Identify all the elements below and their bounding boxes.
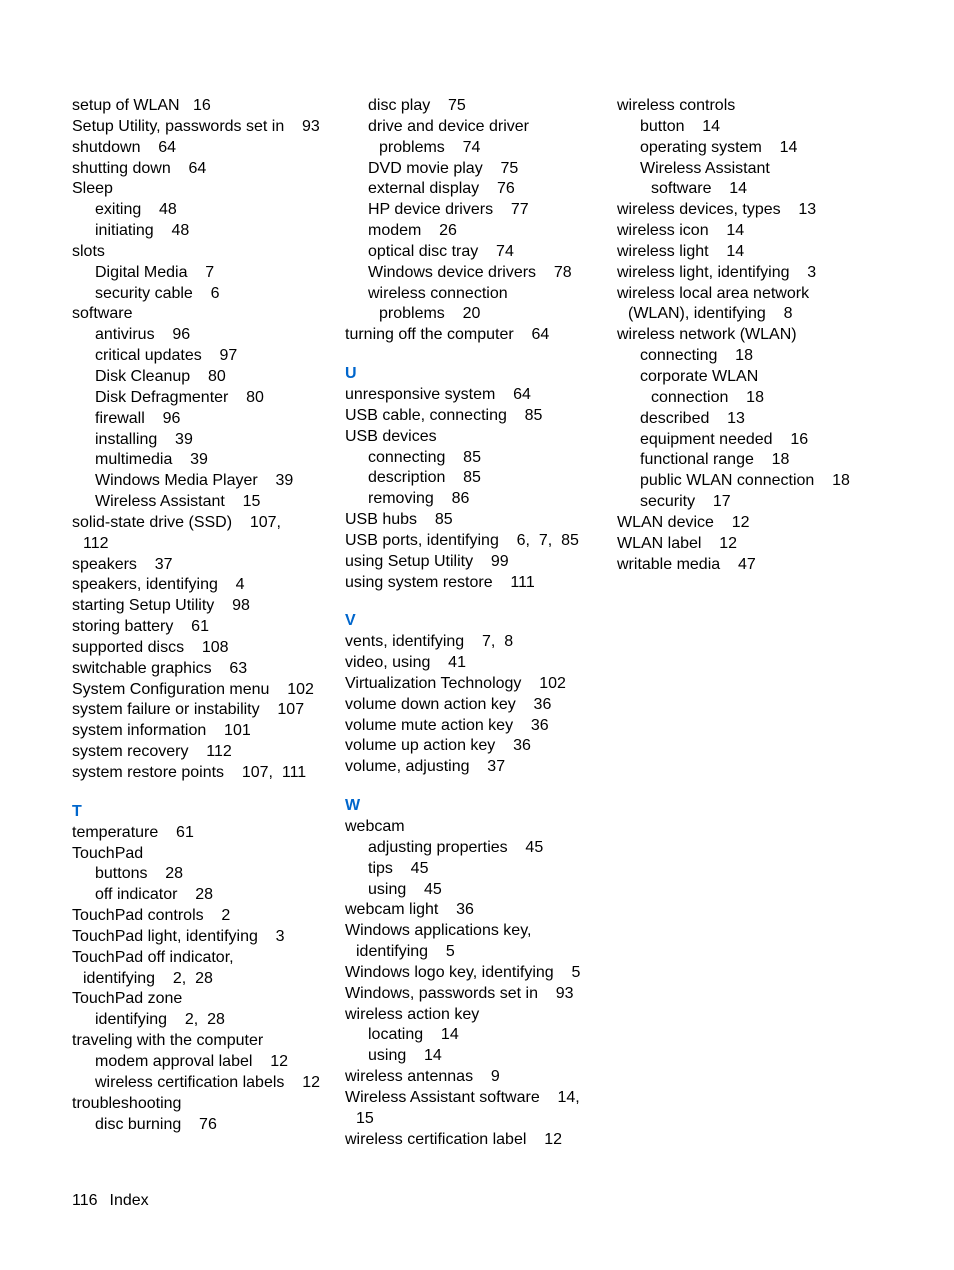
index-subentry: wireless certification labels 12 <box>95 1073 320 1091</box>
index-entry: wireless certification label 12 <box>345 1130 562 1148</box>
index-entry: supported discs 108 <box>72 638 229 656</box>
index-subentry: identifying 2, 28 <box>83 969 213 987</box>
index-letter-heading: U <box>345 365 357 383</box>
index-letter-heading: V <box>345 612 356 630</box>
index-entry: storing battery 61 <box>72 618 209 636</box>
index-entry: wireless network (WLAN) <box>617 326 797 344</box>
index-entry: shutdown 64 <box>72 138 177 156</box>
index-subentry: modem 26 <box>368 222 457 240</box>
index-subentry: adjusting properties 45 <box>368 838 544 856</box>
index-subentry: initiating 48 <box>95 222 190 240</box>
index-column-1 <box>72 96 320 1135</box>
index-subentry: problems 74 <box>379 138 481 156</box>
index-entry: using Setup Utility 99 <box>345 552 509 570</box>
index-entry: TouchPad light, identifying 3 <box>72 927 285 945</box>
index-subentry: Digital Media 7 <box>95 263 215 281</box>
index-subentry: described 13 <box>640 409 745 427</box>
index-subentry: off indicator 28 <box>95 886 213 904</box>
index-entry: volume down action key 36 <box>345 695 552 713</box>
index-subentry: removing 86 <box>368 490 470 508</box>
index-entry: volume mute action key 36 <box>345 716 549 734</box>
index-entry: speakers 37 <box>72 555 173 573</box>
index-entry: TouchPad <box>72 844 144 862</box>
index-entry: unresponsive system 64 <box>345 385 531 403</box>
index-subentry: using 14 <box>368 1047 442 1065</box>
index-entry: Sleep <box>72 180 113 198</box>
index-subentry: Disk Cleanup 80 <box>95 367 226 385</box>
index-entry: USB ports, identifying 6, 7, 85 <box>345 531 579 549</box>
index-entry: USB cable, connecting 85 <box>345 406 543 424</box>
index-letter-heading: W <box>345 797 361 815</box>
page-footer <box>72 1192 149 1210</box>
index-entry: USB hubs 85 <box>345 511 453 529</box>
index-entry: system restore points 107, 111 <box>72 764 307 781</box>
index-entry: software <box>72 305 133 323</box>
index-subentry: modem approval label 12 <box>95 1052 288 1070</box>
index-entry: Windows, passwords set in 93 <box>345 984 574 1002</box>
index-entry: Virtualization Technology 102 <box>345 674 566 692</box>
index-subentry: buttons 28 <box>95 865 184 883</box>
index-entry: volume, adjusting 37 <box>345 758 506 776</box>
index-entry: speakers, identifying 4 <box>72 576 245 594</box>
index-column-2 <box>345 96 580 1151</box>
index-entry: wireless local area network <box>617 284 810 302</box>
index-subentry: 15 <box>356 1109 374 1127</box>
page-number: 116 <box>72 1192 98 1209</box>
index-entry: troubleshooting <box>72 1094 182 1112</box>
index-subentry: public WLAN connection 18 <box>640 472 850 490</box>
index-column-3 <box>617 96 850 575</box>
index-entry: Windows logo key, identifying 5 <box>345 963 581 981</box>
index-subentry: drive and device driver <box>368 117 529 135</box>
index-subentry: HP device drivers 77 <box>368 201 529 219</box>
index-subentry: wireless connection <box>368 284 508 302</box>
index-entry: starting Setup Utility 98 <box>72 597 250 615</box>
index-subentry: (WLAN), identifying 8 <box>628 305 793 323</box>
index-subentry: operating system 14 <box>640 138 798 156</box>
index-subentry: 112 <box>83 534 109 552</box>
index-entry: Wireless Assistant software 14, <box>345 1088 580 1106</box>
index-entry: traveling with the computer <box>72 1032 264 1050</box>
footer-section-label: Index <box>109 1192 149 1209</box>
index-subentry: Windows device drivers 78 <box>368 263 572 281</box>
index-subentry: installing 39 <box>95 430 193 448</box>
index-subentry: DVD movie play 75 <box>368 159 519 177</box>
index-entry: setup of WLAN 16 <box>72 97 211 114</box>
index-entry: USB devices <box>345 427 437 445</box>
index-subentry: security cable 6 <box>95 284 220 302</box>
index-subentry: antivirus 96 <box>95 326 191 344</box>
index-subentry: problems 20 <box>379 305 481 323</box>
index-entry: wireless light, identifying 3 <box>617 263 817 281</box>
index-entry: system information 101 <box>72 722 251 740</box>
index-subentry: security 17 <box>640 493 731 511</box>
index-subentry: description 85 <box>368 469 481 487</box>
index-entry: wireless antennas 9 <box>345 1068 500 1086</box>
index-subentry: connecting 18 <box>640 347 753 365</box>
index-entry: system failure or instability 107 <box>72 701 305 719</box>
index-entry: wireless light 14 <box>617 242 745 260</box>
index-subentry: functional range 18 <box>640 451 790 469</box>
index-entry: video, using 41 <box>345 654 466 672</box>
index-subentry: using 45 <box>368 880 442 898</box>
index-entry: shutting down 64 <box>72 159 207 177</box>
index-entry: TouchPad zone <box>72 990 183 1008</box>
index-subentry: disc burning 76 <box>95 1115 217 1133</box>
index-entry: Windows applications key, <box>345 922 532 940</box>
index-subentry: external display 76 <box>368 180 515 198</box>
index-entry: turning off the computer 64 <box>345 326 550 344</box>
index-subentry: connecting 85 <box>368 448 481 466</box>
index-subentry: software 14 <box>651 180 748 198</box>
index-subentry: critical updates 97 <box>95 347 238 365</box>
index-entry: wireless icon 14 <box>617 222 745 240</box>
index-subentry: exiting 48 <box>95 201 177 219</box>
index-entry: TouchPad off indicator, <box>72 948 234 966</box>
index-subentry: corporate WLAN <box>640 367 759 385</box>
index-subentry: Windows Media Player 39 <box>95 472 294 490</box>
index-entry: writable media 47 <box>617 555 756 573</box>
index-subentry: Disk Defragmenter 80 <box>95 388 264 406</box>
index-entry: wireless action key <box>345 1005 480 1023</box>
index-subentry: multimedia 39 <box>95 451 208 469</box>
index-subentry: optical disc tray 74 <box>368 242 514 260</box>
index-entry: wireless controls <box>617 97 736 114</box>
index-entry: WLAN label 12 <box>617 534 738 552</box>
index-subentry: connection 18 <box>651 388 764 406</box>
index-subentry: identifying 5 <box>356 943 455 961</box>
index-entry: Setup Utility, passwords set in 93 <box>72 117 320 135</box>
index-entry: System Configuration menu 102 <box>72 680 314 698</box>
index-subentry: tips 45 <box>368 859 429 877</box>
index-subentry: locating 14 <box>368 1026 459 1044</box>
index-subentry: Wireless Assistant <box>640 159 770 177</box>
index-entry: slots <box>72 242 105 260</box>
index-subentry: equipment needed 16 <box>640 430 809 448</box>
index-entry: volume up action key 36 <box>345 737 531 755</box>
index-entry: WLAN device 12 <box>617 513 750 531</box>
index-entry: using system restore 111 <box>345 573 535 591</box>
index-subentry: firewall 96 <box>95 409 181 427</box>
index-entry: system recovery 112 <box>72 743 232 761</box>
index-subentry: disc play 75 <box>368 97 466 114</box>
index-letter-heading: T <box>72 802 82 820</box>
index-subentry: button 14 <box>640 117 721 135</box>
index-entry: webcam <box>345 818 405 835</box>
index-entry: solid-state drive (SSD) 107, <box>72 513 281 531</box>
index-entry: switchable graphics 63 <box>72 659 248 677</box>
index-entry: temperature 61 <box>72 823 194 841</box>
index-entry: vents, identifying 7, 8 <box>345 633 514 651</box>
index-entry: webcam light 36 <box>345 901 474 919</box>
index-subentry: Wireless Assistant 15 <box>95 493 261 511</box>
index-entry: wireless devices, types 13 <box>617 201 817 219</box>
index-subentry: identifying 2, 28 <box>95 1011 225 1029</box>
index-entry: TouchPad controls 2 <box>72 907 231 925</box>
